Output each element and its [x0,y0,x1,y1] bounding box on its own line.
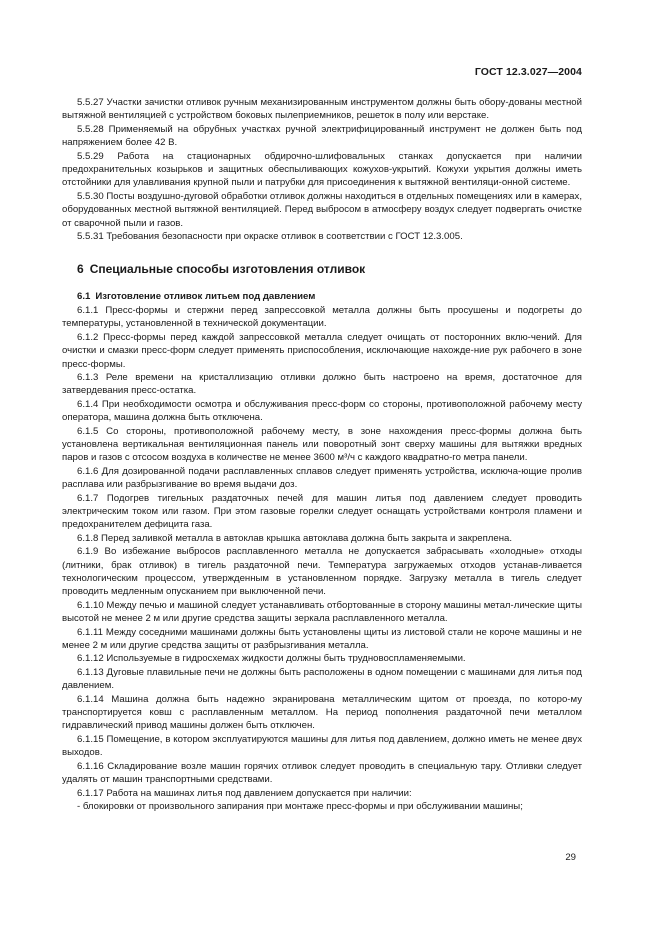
paragraph: 6.1.17 Работа на машинах литья под давлением допускается при наличии: [77,787,412,799]
heading-number: 6.1 [77,291,91,303]
paragraph: 6.1.13 Дуговые плавильные печи не должны быть расположены в одном помещении с машинами для литья под давлением. [62,666,582,692]
heading-title: Специальные способы изготовления отливок [89,262,366,277]
paragraph: - блокировки от произвольного запирания при монтаже пресс-формы и при обслуживании машины; [77,800,523,812]
heading-title: Изготовление отливок литьем под давлением [95,291,316,303]
paragraph: 6.1.2 Пресс-формы перед каждой запрессовкой металла следует очищать от посторонних вклю-чений. Для очистки и смазки пресс-форм следует применять приспособления, исключающие нахожде-ние рук рабочего в зоне пресс-формы. [62,331,582,370]
standard-designation: ГОСТ 12.3.027—2004 [474,66,582,78]
paragraph: 5.5.31 Требования безопасности при окраске отливок в соответствии с ГОСТ 12.3.005. [77,231,463,243]
paragraph: 6.1.14 Машина должна быть надежно экранирована металлическим щитом от проезда, по которо-му транспортируется ковш с расплавленным металлом. На период пополнения раздаточной печи металлом гидравлический привод машины должен быть отключен. [62,693,582,732]
paragraph: 6.1.16 Складирование возле машин горячих отливок следует проводить в специальную тару. Отливки следует удалять от машин транспортными средствами. [62,760,582,786]
paragraph: 6.1.4 При необходимости осмотра и обслуживания пресс-форм со стороны, противоположной рабочему месту оператора, машина должна быть отключена. [62,398,582,424]
paragraph: 6.1.3 Реле времени на кристаллизацию отливки должно быть настроено на время, достаточное для затвердевания пресс-остатка. [62,371,582,397]
paragraph: 6.1.8 Перед заливкой металла в автоклав крышка автоклава должна быть закрыта и закреплена. [77,532,513,544]
subsection-heading [62,290,582,303]
heading-number: 6 [77,262,84,277]
paragraph: 6.1.11 Между соседними машинами должны быть установлены щиты из листовой стали не короче машины и не менее 2 м или другие средства защиты от разбрызгивания металла. [62,626,582,652]
paragraph: 5.5.29 Работа на стационарных обдирочно-шлифовальных станках допускается при наличии предохранительных козырьков и защитных обеспыливающих кожухов-укрытий. Кожухи укрытия должны иметь отстойники для улавливания крупной пыли и патрубки для присоединения к вытяжной вентиляци-онной системе. [62,150,582,189]
paragraph: 5.5.30 Посты воздушно-дуговой обработки отливок должны находиться в отдельных помещениях или в камерах, оборудованных местной вытяжной вентиляцией. Перед выбросом в атмосферу воздух следует подвергать очистке от сварочной пыли и газов. [62,190,582,229]
paragraph: 5.5.28 Применяемый на обрубных участках ручной электрифицированный инструмент не должен быть под напряжением более 42 В. [62,123,582,149]
paragraph: 6.1.5 Со стороны, противоположной рабочему месту, в зоне нахождения пресс-формы должна быть установлена вертикальная вентиляционная панель или поворотный зонт сверху машины для вытяжки вредных паров и газов с отсосом воздуха в количестве не менее 3600 м³/ч с каждого квадратно-го метра панели. [62,425,582,464]
paragraph: 6.1.1 Пресс-формы и стержни перед запрессовкой металла должны быть просушены и подогреты до температуры, установленной в технической документации. [62,304,582,330]
document-body [62,96,582,813]
page-number: 29 [565,852,576,863]
paragraph: 5.5.27 Участки зачистки отливок ручным механизированным инструментом должны быть обору-дованы местной вытяжной вентиляцией с устройством боковых пылеприемников, решеток в полу или верстаке. [62,97,582,122]
section-heading [62,262,582,277]
paragraph: 6.1.7 Подогрев тигельных раздаточных печей для машин литья под давлением следует проводить электрическим током или газом. При этом газовые горелки следует оснащать устройствами контроля пламени и предохранителем дефицита газа. [62,492,582,531]
paragraph: 6.1.9 Во избежание выбросов расплавленного металла не допускается забрасывать «холодные» отходы (литники, брак отливок) в тигель раздаточной печи. Температура загружаемых отходов устанав-ливается технологическим процессом, утвержденным в установленном порядке. Загрузку металла в тигель следует проводить медленным опусканием при выключенной печи. [62,546,582,598]
paragraph: 6.1.12 Используемые в гидросхемах жидкости должны быть трудновоспламеняемыми. [77,653,466,665]
paragraph: 6.1.6 Для дозированной подачи расплавленных сплавов следует применять устройства, исключа-ющие пролив расплава или разбрызгивание во время выдачи доз. [62,465,582,491]
paragraph: 6.1.10 Между печью и машиной следует устанавливать отбортованные в сторону машины метал-лические щиты высотой не менее 2 м или другие средства защиты зеркала расплавленного металла. [62,599,582,625]
paragraph: 6.1.15 Помещение, в котором эксплуатируются машины для литья под давлением, должно иметь не менее двух выходов. [62,733,582,759]
